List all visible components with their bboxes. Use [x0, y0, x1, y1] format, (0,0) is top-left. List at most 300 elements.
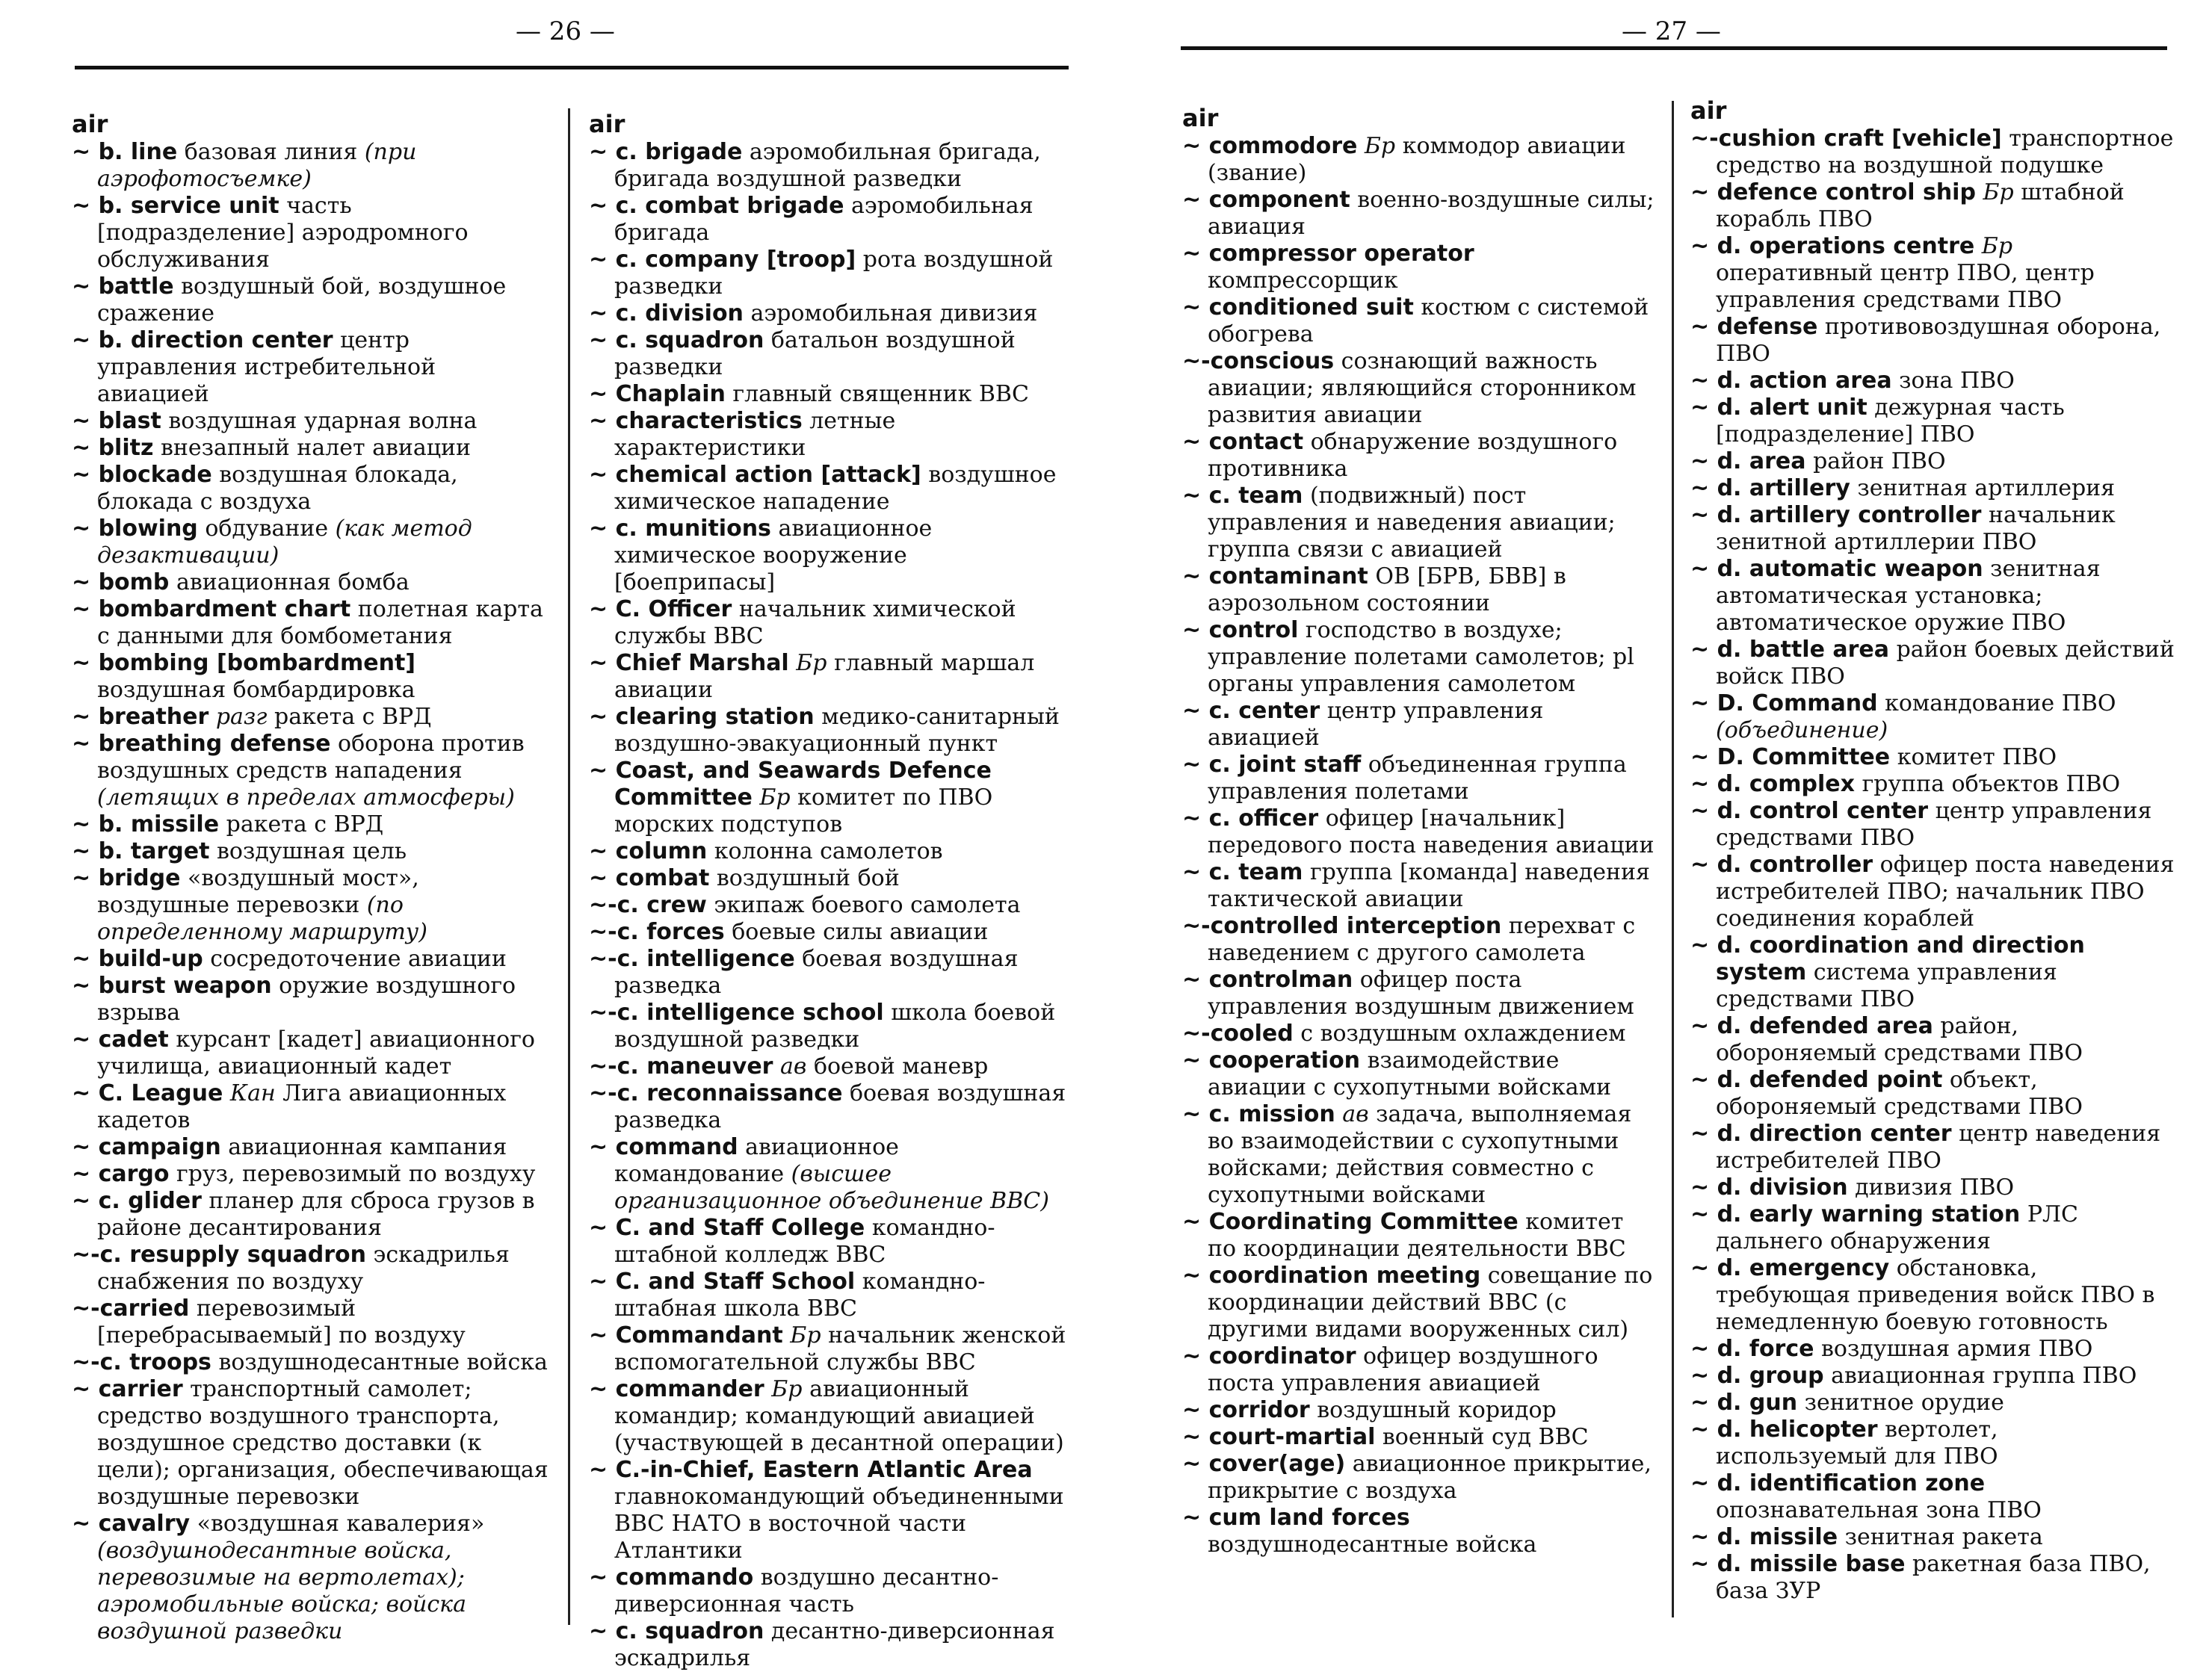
entry-headword: ~ C. and Staff College — [589, 1215, 865, 1241]
dictionary-entry — [1690, 1013, 2175, 1067]
entry-headword: ~ c. company [troop] — [589, 247, 856, 273]
entry-label: Бр — [790, 1322, 821, 1349]
entry-headword: ~ c. mission — [1182, 1101, 1335, 1127]
entry-headword: ~ d. missile base — [1690, 1551, 1906, 1577]
entry-translation: боевой маневр — [813, 1053, 989, 1080]
dictionary-entry — [589, 596, 1067, 650]
dictionary-entry — [1182, 698, 1655, 752]
dictionary-entry — [72, 838, 550, 865]
dictionary-entry — [1690, 1390, 2175, 1416]
dictionary-entry — [1690, 1470, 2175, 1524]
column-head-word: air — [72, 110, 108, 138]
entry-headword: ~ b. line — [72, 139, 178, 165]
entry-translation: коммодор авиации (звание) — [1208, 133, 1626, 186]
dictionary-entry — [1690, 1551, 2175, 1605]
entry-headword: ~ D. Command — [1690, 690, 1878, 716]
dictionary-entry — [589, 919, 1067, 946]
entry-headword: ~ bomb — [72, 569, 170, 595]
entry-translation: авиационная бомба — [176, 569, 410, 595]
entry-headword: ~ d. gun — [1690, 1390, 1798, 1416]
dictionary-entry — [72, 193, 550, 273]
entry-headword: ~ d. emergency — [1690, 1255, 1890, 1281]
entry-headword: ~ battle — [72, 273, 174, 300]
entry-translation: оперативный центр ПВО, центр управления средствами ПВО — [1716, 260, 2095, 313]
dictionary-entry — [589, 462, 1067, 515]
entry-translation: (подвижный) пост управления и наведения авиации; группа связи с авиацией — [1208, 483, 1616, 563]
dictionary-entry — [72, 515, 550, 569]
entry-headword: ~ b. service unit — [72, 193, 279, 219]
entry-translation: дежурная часть [подразделение] ПВО — [1716, 394, 2065, 448]
dictionary-entry — [1690, 475, 2175, 502]
entry-headword: ~ c. combat brigade — [589, 193, 844, 219]
entry-headword: ~ blast — [72, 408, 161, 434]
entry-headword: ~ command — [589, 1134, 738, 1160]
entry-translation: воздушно десантно-диверсионная часть — [614, 1564, 999, 1617]
dictionary-entry — [1182, 1101, 1655, 1209]
entry-headword: ~-controlled interception — [1182, 913, 1502, 939]
entry-translation: перевозимый [перебрасываемый] по воздуху — [97, 1295, 466, 1349]
dictionary-entry — [1182, 133, 1655, 187]
entry-translation: десантно-диверсионная эскадрилья — [614, 1618, 1055, 1671]
dictionary-entry — [1182, 805, 1655, 859]
entry-translation: ракета с ВРД — [274, 704, 432, 730]
dictionary-entry — [589, 1215, 1067, 1269]
dictionary-entry — [72, 865, 550, 946]
entry-translation: комитет ПВО — [1897, 744, 2057, 770]
dictionary-entry — [1690, 394, 2175, 448]
entry-translation: начальник химической службы ВВС — [614, 596, 1016, 649]
entry-headword: ~ d. automatic weapon — [1690, 556, 1983, 582]
entry-translation: авиационная группа ПВО — [1831, 1363, 2137, 1389]
entry-label: (при аэрофотосъемке) — [97, 139, 417, 192]
dictionary-entry — [1690, 126, 2175, 179]
entry-headword: ~-c. resupply squadron — [72, 1242, 366, 1268]
dictionary-entry — [589, 1080, 1067, 1134]
entry-translation: боевые силы авиации — [732, 919, 989, 945]
dictionary-entry — [72, 650, 550, 704]
entry-translation: группа [команда] наведения тактической авиации — [1208, 859, 1650, 912]
entry-translation: школа боевой воздушной разведки — [614, 1000, 1056, 1053]
dictionary-entry — [1690, 179, 2175, 233]
dictionary-entry — [1182, 1343, 1655, 1397]
dictionary-entry — [1182, 1209, 1655, 1263]
entry-label: разг — [215, 704, 268, 730]
entry-headword: ~ d. artillery — [1690, 475, 1850, 501]
entry-label: (летящих в пределах атмосферы) — [97, 784, 515, 811]
entry-translation: «воздушная кавалерия» — [197, 1511, 485, 1537]
dictionary-entry — [589, 865, 1067, 892]
entry-translation: аэромобильная дивизия — [750, 300, 1038, 326]
entry-headword: ~ c. glider — [72, 1188, 202, 1214]
dictionary-entry — [72, 731, 550, 811]
entry-headword: ~ d. defended point — [1690, 1067, 1943, 1093]
entry-headword: ~ court-martial — [1182, 1424, 1376, 1450]
entry-translation: авиационное прикрытие, прикрытие с воздуха — [1208, 1451, 1652, 1504]
entry-headword: ~ d. action area — [1690, 368, 1892, 394]
entry-translation: главнокомандующий объединенными ВВС НАТО в восточной части Атлантики — [614, 1484, 1064, 1564]
entry-translation: воздушная ударная волна — [168, 408, 478, 434]
dictionary-entry — [1182, 294, 1655, 348]
entry-headword: ~-cooled — [1182, 1021, 1294, 1047]
entry-label: Бр — [1981, 233, 2013, 259]
entry-translation: господство в воздухе; управление полетами самолетов; pl органы управления самолетом — [1208, 617, 1634, 697]
entry-headword: ~ build-up — [72, 946, 203, 972]
entry-translation: сосредоточение авиации — [210, 946, 507, 972]
entry-translation: часть [подразделение] аэродромного обслуживания — [97, 193, 469, 273]
entry-translation: транспортное средство на воздушной подушке — [1716, 126, 2174, 179]
entry-headword: ~ d. control center — [1690, 798, 1929, 824]
entry-translation: комитет по ПВО морских подступов — [614, 784, 993, 837]
entry-headword: ~ d. alert unit — [1690, 394, 1867, 421]
dictionary-entry — [72, 435, 550, 462]
entry-translation: совещание по координации действий ВВС (с другими видами вооруженных сил) — [1208, 1263, 1653, 1343]
entry-headword: ~ d. area — [1690, 448, 1806, 474]
entry-headword: ~ blitz — [72, 435, 154, 461]
entry-translation: воздушная бомбардировка — [97, 677, 415, 703]
entry-translation: рота воздушной разведки — [614, 247, 1054, 300]
entry-translation: вертолет, используемый для ПВО — [1716, 1416, 1998, 1470]
entry-headword: ~ controlman — [1182, 967, 1353, 993]
entry-translation: центр управления истребительной авиацией — [97, 327, 436, 407]
entry-headword: ~ b. direction center — [72, 327, 333, 353]
dictionary-entry — [72, 569, 550, 596]
entry-headword: ~ cooperation — [1182, 1047, 1361, 1074]
dictionary-entry — [589, 1053, 1067, 1080]
dictionary-entry — [589, 892, 1067, 919]
dictionary-entry — [1182, 1424, 1655, 1451]
entry-headword: ~-carried — [72, 1295, 190, 1322]
entry-headword: ~ bridge — [72, 865, 181, 891]
entry-headword: ~ d. helicopter — [1690, 1416, 1878, 1443]
entry-translation: офицер поста наведения истребителей ПВО; начальник ПВО соединения кораблей — [1716, 852, 2175, 932]
dictionary-entry — [1182, 967, 1655, 1021]
entry-translation: компрессорщик — [1208, 267, 1398, 294]
entry-translation: воздушная армия ПВО — [1821, 1336, 2093, 1362]
dictionary-entry — [72, 973, 550, 1027]
dictionary-entry — [1690, 690, 2175, 744]
entry-translation: центр управления средствами ПВО — [1716, 798, 2152, 851]
dictionary-entry — [589, 515, 1067, 596]
entry-headword: ~ d. defended area — [1690, 1013, 1933, 1039]
dictionary-entry — [589, 650, 1067, 704]
dictionary-entry — [589, 1457, 1067, 1564]
entry-headword: ~ d. division — [1690, 1174, 1848, 1201]
entry-translation: объединенная группа управления полетами — [1208, 752, 1627, 805]
entry-headword: ~ commodore — [1182, 133, 1358, 159]
dictionary-entry — [589, 1322, 1067, 1376]
entry-headword: ~ d. early warning station — [1690, 1201, 2021, 1227]
dictionary-entry — [1690, 233, 2175, 314]
entry-translation: оружие воздушного взрыва — [97, 973, 516, 1026]
entry-headword: ~ c. munitions — [589, 515, 771, 542]
entry-translation: воздушный бой, воздушное сражение — [97, 273, 507, 326]
entry-headword: ~ corridor — [1182, 1397, 1310, 1423]
dictionary-entry — [1690, 1174, 2175, 1201]
entry-headword: ~ C. Officer — [589, 596, 732, 622]
entry-headword: ~ c. team — [1182, 483, 1303, 509]
column-divider-right — [1672, 101, 1674, 1617]
dictionary-entry — [1182, 1505, 1655, 1558]
entry-translation: объект, обороняемый средствами ПВО — [1716, 1067, 2083, 1120]
dictionary-entry — [72, 1188, 550, 1242]
column-1 — [72, 111, 550, 1645]
dictionary-entry — [1690, 744, 2175, 771]
dictionary-entry — [1690, 502, 2175, 556]
entry-translation: воздушное химическое нападение — [614, 462, 1057, 515]
entry-headword: ~ cum land forces — [1182, 1505, 1410, 1531]
entry-headword: ~ Chaplain — [589, 381, 726, 407]
entry-translation: костюм с системой обогрева — [1208, 294, 1649, 347]
dictionary-entry — [72, 946, 550, 973]
entry-headword: ~ burst weapon — [72, 973, 272, 999]
dictionary-entry — [1182, 913, 1655, 967]
entry-translation: оборона против воздушных средств нападения — [97, 731, 525, 784]
entry-headword: ~ chemical action [attack] — [589, 462, 921, 488]
entry-translation: авиационная кампания — [228, 1134, 507, 1160]
dictionary-entry — [72, 1080, 550, 1134]
entry-translation: система управления средствами ПВО — [1716, 959, 2057, 1012]
entry-translation: воздушнодесантные войска — [1208, 1532, 1537, 1558]
entry-label: Бр — [771, 1376, 803, 1402]
entry-headword: ~-conscious — [1182, 348, 1335, 374]
entry-label: Кан — [229, 1080, 276, 1106]
dictionary-entry — [1182, 1397, 1655, 1424]
dictionary-entry — [1690, 1121, 2175, 1174]
entry-translation: транспортный самолет; средство воздушного транспорта, воздушное средство доставки (к цели); организация, обеспечивающая воздушные перевозки — [97, 1376, 549, 1510]
entry-headword: ~ carrier — [72, 1376, 183, 1402]
entry-headword: ~ d. identification zone — [1690, 1470, 1986, 1496]
dictionary-entry — [1690, 448, 2175, 475]
dictionary-entry — [589, 1000, 1067, 1053]
dictionary-entry — [589, 704, 1067, 758]
entry-headword: ~ d. artillery controller — [1690, 502, 1982, 528]
entry-translation: «воздушный мост», воздушные перевозки — [97, 865, 419, 918]
entry-translation: комитет по координации деятельности ВВС — [1208, 1209, 1626, 1262]
dictionary-entry — [1182, 1047, 1655, 1101]
dictionary-entry — [1182, 1021, 1655, 1047]
entry-translation: задача, выполняемая во взаимодействии с сухопутными войсками; действия совместно с сухопутными войсками — [1208, 1101, 1632, 1208]
entry-headword: ~ commando — [589, 1564, 754, 1591]
dictionary-entry — [589, 758, 1067, 838]
entry-translation: РЛС дальнего обнаружения — [1716, 1201, 2079, 1254]
entry-headword: ~ bombing [bombardment] — [72, 650, 416, 676]
entry-translation: воздушная блокада, блокада с воздуха — [97, 462, 458, 515]
dictionary-entry — [589, 946, 1067, 1000]
dictionary-entry — [589, 139, 1067, 193]
entry-headword: ~ b. missile — [72, 811, 220, 837]
entry-headword: ~ d. coordination and direction system — [1690, 932, 2085, 985]
entry-headword: ~ conditioned suit — [1182, 294, 1414, 321]
entry-translation: начальник зенитной артиллерии ПВО — [1716, 502, 2116, 555]
dictionary-entry — [1182, 187, 1655, 241]
entry-translation: военный суд ВВС — [1382, 1424, 1589, 1450]
dictionary-entry — [1690, 1363, 2175, 1390]
entry-translation: ракета с ВРД — [226, 811, 384, 837]
entry-headword: ~ breathing defense — [72, 731, 331, 757]
entry-headword: ~ breather — [72, 704, 209, 730]
entry-headword: ~ control — [1182, 617, 1299, 643]
entry-translation: авиационное командование — [614, 1134, 899, 1187]
dictionary-entry — [1690, 368, 2175, 394]
dictionary-entry — [72, 1295, 550, 1349]
dictionary-entry — [1690, 556, 2175, 637]
entry-headword: ~ C. League — [72, 1080, 223, 1106]
dictionary-entry — [1690, 771, 2175, 798]
entry-translation: центр управления авиацией — [1208, 698, 1544, 751]
dictionary-entry — [589, 1618, 1067, 1672]
entry-translation: главный маршал авиации — [614, 650, 1035, 703]
entry-headword: ~ contact — [1182, 429, 1304, 455]
dictionary-entry — [589, 1134, 1067, 1215]
entry-headword: ~ Chief Marshal — [589, 650, 789, 676]
entry-translation: обстановка, требующая приведения войск ПВО в немедленную боевую готовность — [1716, 1255, 2155, 1335]
entry-headword: ~ c. division — [589, 300, 744, 326]
entry-headword: ~ Coordinating Committee — [1182, 1209, 1519, 1235]
dictionary-entry — [589, 381, 1067, 408]
entry-headword: ~ coordinator — [1182, 1343, 1356, 1369]
dictionary-entry — [1690, 314, 2175, 368]
entry-headword: ~-cushion craft [vehicle] — [1690, 126, 2002, 152]
entry-headword: ~ b. target — [72, 838, 210, 864]
entry-headword: ~ blowing — [72, 515, 198, 542]
entry-headword: ~ d. battle area — [1690, 637, 1890, 663]
dictionary-entry — [589, 408, 1067, 462]
entry-translation: летные характеристики — [614, 408, 896, 461]
entry-translation: офицер воздушного поста управления авиацией — [1208, 1343, 1598, 1396]
entry-translation: центр наведения истребителей ПВО — [1716, 1121, 2161, 1174]
entry-headword: ~ d. missile — [1690, 1524, 1838, 1550]
entry-translation: воздушный коридор — [1317, 1397, 1557, 1423]
page-number-left: — 26 — — [516, 16, 615, 46]
dictionary-entry — [72, 1134, 550, 1161]
entry-headword: ~ cadet — [72, 1027, 169, 1053]
entry-translation: аэромобильная бригада, бригада воздушной разведки — [614, 139, 1041, 192]
entry-translation: зенитная артиллерия — [1857, 475, 2116, 501]
entry-translation: взаимодействие авиации с сухопутными войсками — [1208, 1047, 1611, 1100]
entry-label: Бр — [796, 650, 827, 676]
entry-headword: ~ c. squadron — [589, 1618, 764, 1644]
dictionary-entry — [589, 327, 1067, 381]
entry-headword: ~ characteristics — [589, 408, 803, 434]
header-rule-left — [75, 66, 1069, 69]
entry-headword: ~ cavalry — [72, 1511, 191, 1537]
entry-headword: ~ cover(age) — [1182, 1451, 1346, 1477]
entry-translation: батальон воздушной разведки — [614, 327, 1016, 380]
entry-translation: обдувание — [205, 515, 329, 542]
entry-translation: экипаж боевого самолета — [714, 892, 1021, 918]
entry-headword: ~ c. joint staff — [1182, 752, 1362, 778]
dictionary-entry — [72, 273, 550, 327]
entry-translation: группа объектов ПВО — [1862, 771, 2121, 797]
dictionary-entry — [1182, 1263, 1655, 1343]
entry-headword: ~ c. squadron — [589, 327, 764, 353]
dictionary-entry — [72, 1349, 550, 1376]
entry-headword: ~ clearing station — [589, 704, 815, 730]
entry-label: Бр — [1983, 179, 2014, 205]
entry-headword: ~ cargo — [72, 1161, 170, 1187]
dictionary-entry — [72, 1161, 550, 1188]
dictionary-entry — [1182, 859, 1655, 913]
dictionary-entry — [589, 300, 1067, 327]
entry-headword: ~ d. controller — [1690, 852, 1873, 878]
entry-headword: ~-c. maneuver — [589, 1053, 773, 1080]
entry-translation: полетная карта с данными для бомбометания — [97, 596, 543, 649]
entry-headword: ~ c. officer — [1182, 805, 1319, 832]
entry-headword: ~ d. operations centre — [1690, 233, 1975, 259]
dictionary-entry — [72, 1242, 550, 1295]
entry-label: (объединение) — [1716, 717, 1888, 743]
entry-headword: ~ d. force — [1690, 1336, 1814, 1362]
entry-headword: ~-c. intelligence school — [589, 1000, 884, 1026]
column-head-word: air — [589, 110, 625, 138]
entry-translation: внезапный налет авиации — [160, 435, 472, 461]
entry-translation: авиационное химическое вооружение [боеприпасы] — [614, 515, 933, 595]
dictionary-entry — [1690, 1524, 2175, 1551]
column-divider-left — [568, 108, 570, 1625]
entry-translation: командование ПВО — [1885, 690, 2116, 716]
entry-headword: ~ contaminant — [1182, 563, 1368, 589]
dictionary-entry — [1690, 932, 2175, 1013]
dictionary-entry — [72, 704, 550, 731]
entry-headword: ~ c. team — [1182, 859, 1303, 885]
entry-headword: ~ campaign — [72, 1134, 221, 1160]
entry-translation: сознающий важность авиации; являющийся сторонником развития авиации — [1208, 348, 1637, 428]
dictionary-entry — [589, 1269, 1067, 1322]
entry-translation: штабной корабль ПВО — [1716, 179, 2125, 232]
entry-translation: начальник женской вспомогательной службы ВВС — [614, 1322, 1066, 1375]
dictionary-entry — [1690, 1416, 2175, 1470]
dictionary-entry — [589, 247, 1067, 300]
entry-label: Бр — [1364, 133, 1396, 159]
entry-translation: боевая воздушная разведка — [614, 946, 1019, 999]
dictionary-entry — [1690, 1201, 2175, 1255]
dictionary-entry — [1690, 1067, 2175, 1121]
dictionary-entry — [72, 408, 550, 435]
entry-translation: базовая линия — [184, 139, 358, 165]
entry-translation: воздушный бой — [716, 865, 900, 891]
entry-translation: район ПВО — [1813, 448, 1946, 474]
dictionary-entry — [589, 1564, 1067, 1618]
entry-headword: ~-c. troops — [72, 1349, 211, 1375]
dictionary-entry — [1690, 637, 2175, 690]
header-rule-right — [1181, 46, 2167, 50]
dictionary-entry — [72, 1511, 550, 1645]
entry-translation: перехват с наведением с другого самолета — [1208, 913, 1636, 966]
entry-translation: командно-штабной колледж ВВС — [614, 1215, 995, 1268]
entry-label: (как метод дезактивации) — [97, 515, 472, 569]
dictionary-entry — [1182, 241, 1655, 294]
entry-translation: ракетная база ПВО, база ЗУР — [1716, 1551, 2151, 1604]
entry-translation: район, обороняемый средствами ПВО — [1716, 1013, 2083, 1066]
dictionary-entry — [1182, 563, 1655, 617]
entry-translation: зона ПВО — [1899, 368, 2015, 394]
entry-headword: ~-c. crew — [589, 892, 707, 918]
dictionary-entry — [72, 811, 550, 838]
entry-headword: ~ component — [1182, 187, 1350, 213]
entry-headword: ~ c. brigade — [589, 139, 743, 165]
dictionary-entry — [72, 139, 550, 193]
entry-headword: ~ compressor operator — [1182, 241, 1474, 267]
entry-label: (воздушнодесантные войска, перевозимые на вертолетах); аэромобильные войска; войска воздушной разведки — [97, 1538, 466, 1644]
entry-translation: курсант [кадет] авиационного училища, авиационный кадет — [97, 1027, 535, 1080]
entry-headword: ~ blockade — [72, 462, 212, 488]
entry-label: ав — [780, 1053, 807, 1080]
entry-translation: обнаружение воздушного противника — [1208, 429, 1618, 482]
entry-translation: офицер поста управления воздушным движением — [1208, 967, 1634, 1020]
entry-translation: район боевых действий войск ПВО — [1716, 637, 2175, 690]
column-head-word: air — [1182, 104, 1219, 132]
entry-translation: аэромобильная бригада — [614, 193, 1034, 246]
